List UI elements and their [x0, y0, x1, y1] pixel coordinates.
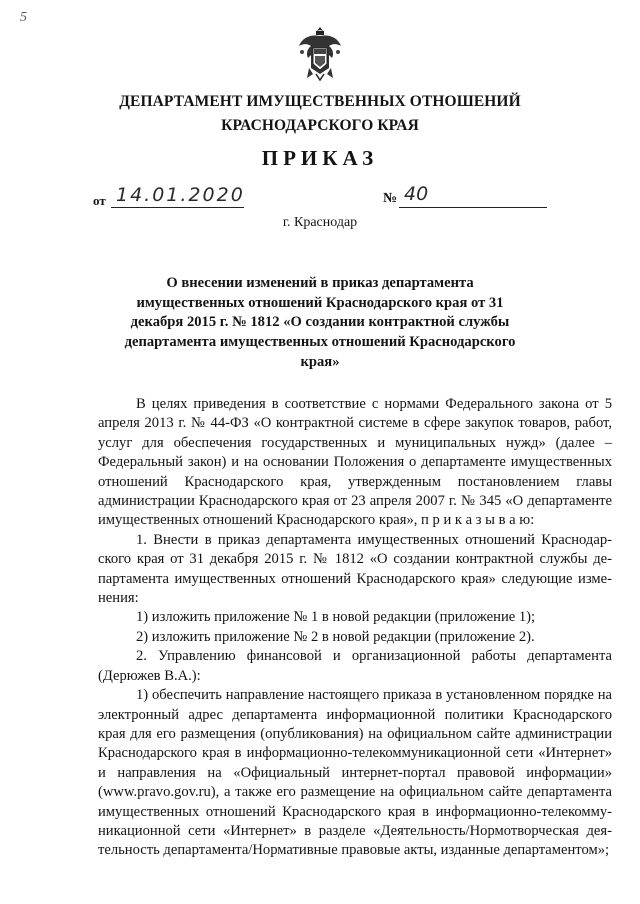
coat-of-arms-icon [296, 24, 344, 84]
order-subject: О внесении изменений в приказ департамента имущественных отношений Краснодарского края от 31 декабря 2015 г. № 1812 «О создании контрактной службы департамента имущественных отношений Краснодарского края» [124, 275, 516, 370]
order-body [98, 395, 612, 861]
paragraph-item-1-1: 1) изложить приложение № 1 в новой редакции (приложение 1); [136, 609, 536, 626]
number-prefix: № [383, 191, 398, 206]
paragraph-item-1: 1. Внести в приказ департамента имущественных отношений Краснодарского края от 31 декабря 2015 г. № 1812 «О создании контрактной службы департамента имущественных отношений Краснодарского края» следующие изменения: [98, 531, 612, 607]
page-mark: 5 [20, 10, 27, 25]
paragraph-item-2-1: 1) обеспечить направление настоящего приказа в установленном порядке на электронный адрес департамента информационной политики Краснодарского края для его размещения (опубликования) на официальном сайте администрации Краснодарского края в информационно-телекоммуникационной сети «Интернет» и направления на «Официальный интернет-портал правовой информации» (www.pravo.gov.ru), а также его размещение на официальном сайте департамента имущественных отношений Краснодарского края в информационно-телекоммуникационной сети «Интернет» в разделе «Деятельность/Нормотворческая деятельность департамента/Нормативные правовые акты, изданные департаментом»; [98, 687, 612, 859]
date-prefix: от [93, 193, 106, 208]
date-value: 14.01.2020 [116, 184, 245, 206]
department-name-line1: ДЕПАРТАМЕНТ ИМУЩЕСТВЕННЫХ ОТНОШЕНИЙ [119, 93, 521, 110]
paragraph-preamble: В целях приведения в соответствие с нормами Федерального закона от 5 апреля 2013 г. № 44-ФЗ «О контрактной системе в сфере закупок товаров, работ, услуг для обеспечения государственных и муниципальных нужд» (далее – Федеральный закон) и на основании Положения о департаменте имущественных отношений Краснодарского края, утвержденным постановлением главы администрации Краснодарского края от 23 апреля 2007 г. № 345 «О департаменте имущественных отношений Краснодарского края», п р и к а з ы в а ю: [98, 396, 612, 529]
date-number-row [0, 183, 640, 210]
paragraph-item-2: 2. Управлению финансовой и организационной работы департамента (Дерюжев В.А.): [98, 648, 612, 684]
number-underline [399, 207, 547, 208]
date-underline [111, 207, 244, 208]
city: г. Краснодар [282, 215, 358, 230]
number-value: 40 [404, 183, 429, 205]
paragraph-item-1-2: 2) изложить приложение № 2 в новой редакции (приложение 2). [136, 628, 535, 645]
department-name-line2: КРАСНОДАРСКОГО КРАЯ [221, 117, 419, 134]
document-type-title: ПРИКАЗ [261, 146, 379, 170]
